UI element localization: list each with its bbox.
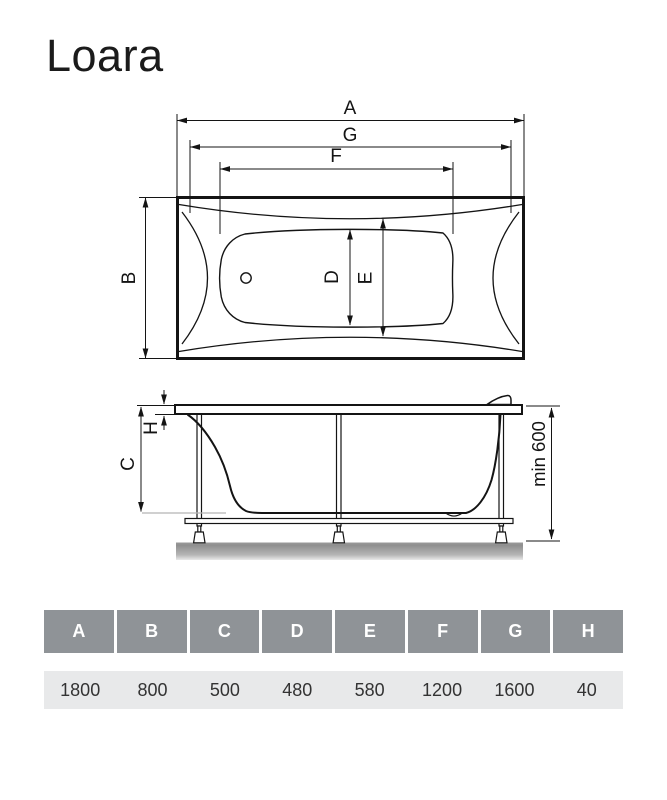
product-title: Loara bbox=[46, 30, 164, 81]
table-value-cell-B: 800 bbox=[137, 679, 168, 700]
frame-feet bbox=[194, 526, 507, 543]
frame-post-left bbox=[197, 414, 202, 526]
table-header-cell-D: D bbox=[262, 610, 332, 653]
dimension-table-header-row bbox=[44, 610, 623, 653]
tub-profile bbox=[188, 415, 501, 514]
table-header-cell-A: A bbox=[44, 610, 114, 653]
tub-deck bbox=[175, 405, 522, 414]
table-header-cell-G: G bbox=[481, 610, 551, 653]
table-value-cell-A: 1800 bbox=[60, 679, 101, 700]
headrest-lip bbox=[487, 395, 511, 404]
frame-rail bbox=[185, 519, 513, 524]
table-value-cell-D: 480 bbox=[282, 679, 313, 700]
dimension-table bbox=[44, 610, 623, 709]
dim-B bbox=[139, 198, 176, 359]
dimension-table-value-row bbox=[44, 671, 623, 709]
dim-label-B: B bbox=[119, 271, 140, 285]
dim-label-H: H bbox=[141, 421, 162, 435]
dim-label-A: A bbox=[343, 98, 357, 119]
table-header-cell-C: C bbox=[190, 610, 260, 653]
dim-label-min-height: min 600 bbox=[528, 421, 549, 487]
ground bbox=[176, 543, 523, 561]
frame-post-center bbox=[337, 414, 342, 526]
table-header-cell-E: E bbox=[335, 610, 405, 653]
table-value-cell-F: 1200 bbox=[422, 679, 463, 700]
dim-label-F: F bbox=[330, 146, 342, 167]
side-view bbox=[142, 395, 523, 560]
dim-label-G: G bbox=[342, 125, 358, 146]
table-value-cell-E: 580 bbox=[354, 679, 385, 700]
table-value-cell-H: 40 bbox=[576, 679, 597, 700]
dim-label-E: E bbox=[355, 271, 377, 285]
table-value-cell-C: 500 bbox=[209, 679, 240, 700]
table-row-gap bbox=[44, 653, 623, 671]
dim-label-C: C bbox=[118, 457, 139, 471]
table-value-cell-G: 1600 bbox=[494, 679, 535, 700]
table-header-cell-H: H bbox=[553, 610, 623, 653]
dim-label-D: D bbox=[322, 270, 343, 284]
table-header-cell-F: F bbox=[408, 610, 478, 653]
table-header-cell-B: B bbox=[117, 610, 187, 653]
